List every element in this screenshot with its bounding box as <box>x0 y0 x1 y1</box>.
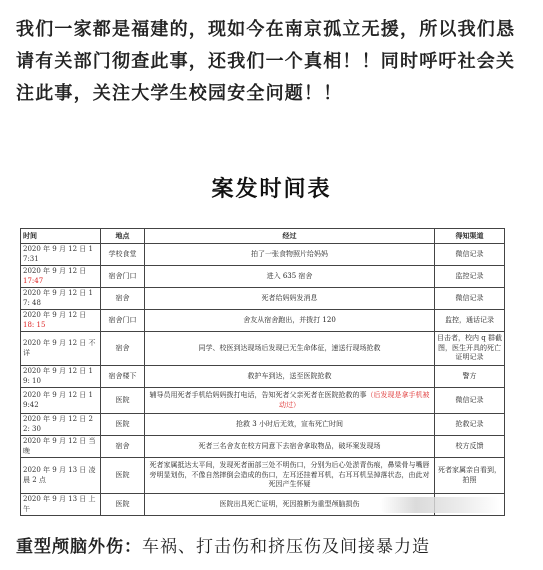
cell-event-text: 救护车到达，送至医院抢救 <box>247 371 332 380</box>
cell-event-text: 辅导员用死者手机给妈妈拨打电话，告知死者父亲死者在医院抢救的事 <box>149 391 367 399</box>
cell-event <box>145 310 435 332</box>
cell-source: 监控记录 <box>435 266 505 288</box>
cell-event <box>145 244 435 266</box>
header-event: 经过 <box>145 229 435 244</box>
cell-event <box>145 414 435 436</box>
cell-place: 宿舍 <box>101 288 145 310</box>
cell-time-text: 2020 年 9 月 12 日 <box>23 311 87 319</box>
bottom-line <box>16 532 536 557</box>
header-place: 地点 <box>101 229 145 244</box>
cell-source: 微信记录 <box>435 244 505 266</box>
cell-place: 宿舍楼下 <box>101 366 145 388</box>
timeline-table <box>20 228 505 516</box>
cell-time-text: 2020 年 9 月 13 日 凌晨 2 点 <box>23 466 96 484</box>
cell-time <box>21 310 101 332</box>
cell-time <box>21 458 101 494</box>
cell-event <box>145 458 435 494</box>
cell-time-text: 2020 年 9 月 12 日 19:42 <box>23 391 93 409</box>
table-row <box>21 388 505 414</box>
cell-place: 医院 <box>101 388 145 414</box>
table-row <box>21 436 505 458</box>
cell-event <box>145 388 435 414</box>
cell-time-text: 2020 年 9 月 12 日 17: 48 <box>23 289 93 307</box>
cell-time <box>21 388 101 414</box>
cell-time <box>21 288 101 310</box>
cell-source: 警方 <box>435 366 505 388</box>
cell-time <box>21 266 101 288</box>
cell-event-text: 死者给妈妈发消息 <box>261 293 318 302</box>
cell-source: 微信记录 <box>435 388 505 414</box>
cell-place: 宿舍门口 <box>101 266 145 288</box>
cell-event-text: 抢救 3 小时后无效，宣布死亡时间 <box>236 419 343 428</box>
cell-place: 学校食堂 <box>101 244 145 266</box>
cell-time <box>21 244 101 266</box>
cell-source: 监控，通话记录 <box>435 310 505 332</box>
cell-time-text: 2020 年 9 月 12 日 不详 <box>23 339 96 357</box>
cell-place: 医院 <box>101 414 145 436</box>
cell-event-text: 舍友从宿舍跑出，并拨打 120 <box>243 315 336 324</box>
cell-time-text: 2020 年 9 月 12 日 22: 30 <box>23 415 93 433</box>
table-row <box>21 244 505 266</box>
cell-event-text: 医院出具死亡证明，死因推断为重型颅脑损伤 <box>219 499 360 508</box>
cell-source: 微信记录 <box>435 288 505 310</box>
cell-time-text: 2020 年 9 月 12 日 <box>23 267 87 275</box>
cell-event <box>145 288 435 310</box>
cell-event <box>145 366 435 388</box>
cell-time <box>21 436 101 458</box>
cell-time-text: 2020 年 9 月 12 日 17:31 <box>23 245 93 263</box>
cell-time-highlight: 17:47 <box>23 276 44 285</box>
cell-source: 抢救记录 <box>435 414 505 436</box>
cell-time-highlight: 18: 15 <box>23 320 46 329</box>
bottom-line-rest: 车祸、打击伤和挤压伤及间接暴力造 <box>142 537 430 557</box>
cell-place: 医院 <box>101 458 145 494</box>
table-row <box>21 414 505 436</box>
cell-event-text: 同学、校医到达现场后发现已无生命体征，速送行现场抢救 <box>198 343 381 352</box>
cell-event-text: 进入 635 宿舍 <box>266 271 313 280</box>
cell-time <box>21 494 101 516</box>
cell-place: 宿舍 <box>101 436 145 458</box>
cell-time <box>21 332 101 366</box>
bottom-line-bold: 重型颅脑外伤： <box>16 537 142 557</box>
cell-time <box>21 366 101 388</box>
cell-event <box>145 332 435 366</box>
table-row <box>21 366 505 388</box>
cell-source: 目击者，校内 q 群截图，医生开具的死亡证明记录 <box>435 332 505 366</box>
header-source: 得知渠道 <box>435 229 505 244</box>
table-row <box>21 266 505 288</box>
cell-place: 宿舍门口 <box>101 310 145 332</box>
table-header-row <box>21 229 505 244</box>
cell-event <box>145 436 435 458</box>
table-row <box>21 310 505 332</box>
cell-event-text: 拍了一张食物照片给妈妈 <box>251 249 328 258</box>
cell-place: 宿舍 <box>101 332 145 366</box>
cell-event-text: 死者三名舍友在校方同意下去宿舍拿取物品，破坏案发现场 <box>198 441 381 450</box>
cell-time-text: 2020 年 9 月 13 日 上午 <box>23 495 96 513</box>
intro-paragraph: 我们一家都是福建的，现如今在南京孤立无援，所以我们恳请有关部门彻查此事，还我们一个真相！！同时呼吁社会关注此事，关注大学生校园安全问题！！ <box>16 19 516 104</box>
table-row <box>21 458 505 494</box>
document-title: 案发时间表 <box>211 177 332 202</box>
cell-event <box>145 266 435 288</box>
table-row <box>21 288 505 310</box>
cell-source: 校方反馈 <box>435 436 505 458</box>
cell-time-text: 2020 年 9 月 12 日 当晚 <box>23 437 96 455</box>
cell-time <box>21 414 101 436</box>
cell-time-text: 2020 年 9 月 12 日 19: 10 <box>23 367 93 385</box>
header-time: 时间 <box>21 229 101 244</box>
table-row <box>21 332 505 366</box>
timeline-table-container <box>20 228 504 516</box>
cell-event-text: 死者家属抵达太平间，发现死者面部三处不明伤口，分别为后心处淤青伤痕，鼻梁骨与嘴唇旁明显划伤，不像自然摔倒会造成的伤口，左耳还挂着耳机，右耳耳机呈掉落状态，由此对死因产生怀疑 <box>149 461 430 489</box>
cell-event-highlight: （后发现是拿手机被动过） <box>279 391 430 409</box>
cell-source: 死者家属亲自看到，拍照 <box>435 458 505 494</box>
cell-place: 医院 <box>101 494 145 516</box>
watermark-blur <box>380 497 500 513</box>
